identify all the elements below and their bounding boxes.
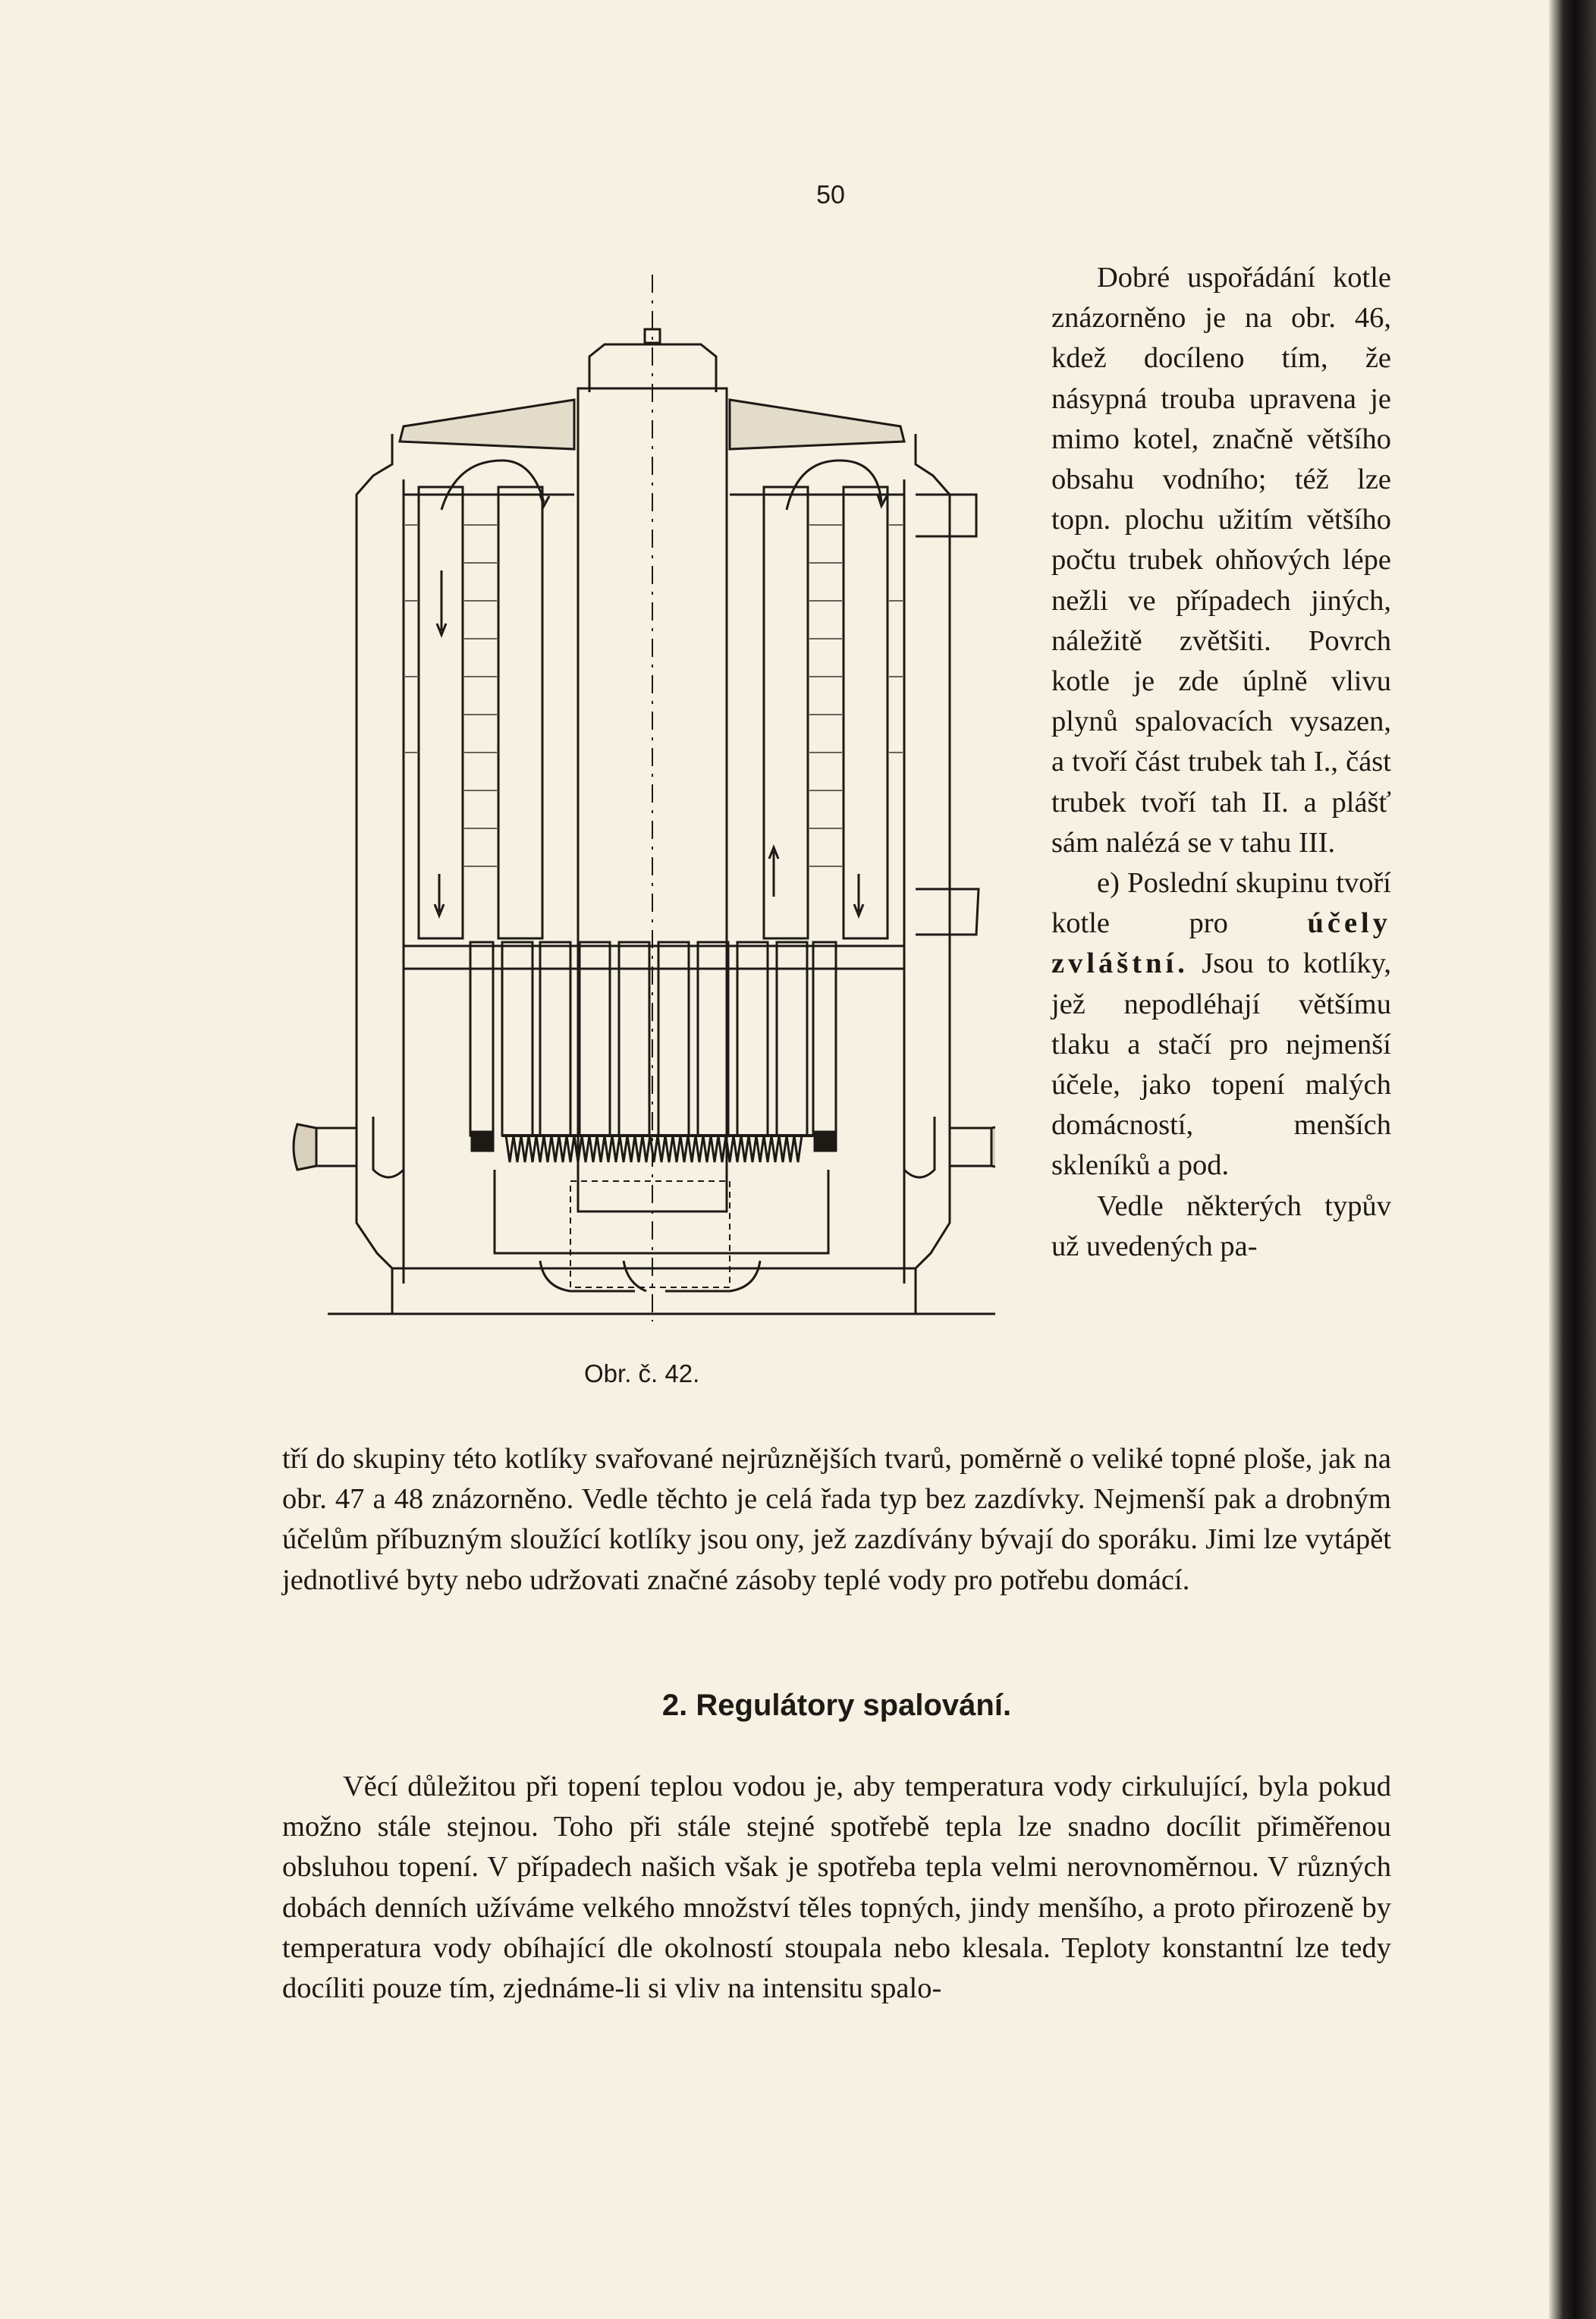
side-column-text [1051,258,1391,1267]
figure-42 [282,275,995,1321]
body-paragraph: tří do skupiny této kotlíky svařované nejrůznějších tvarů, poměrně o veliké topné ploše, jak na obr. 47 a 48 znázorněno. Vedle těchto je celá řada typ bez zazdívky. Nejmenší pak a drobným účelům příbuzným sloužící kotlíky jsou ony, jež zazdívány bývají do sporáku. Jimi lze vytápět jednotlivé byty nebo udržovati značné zásoby teplé vody pro potřebu domácí. [282,1443,1391,1596]
book-binding [1549,0,1596,2319]
side-paragraph-2-start: e) Poslední skupinu tvoří kotle pro [1051,867,1391,940]
side-paragraph-1: Dobré uspořádání kotle znázorněno je na obr. 46, kdež docíleno tím, že násypná trouba upravena je mimo kotel, značně většího obsahu vodního; též lze topn. plochu užitím většího počtu trubek ohňových lépe nežli ve případech jiných, náležitě zvětšiti. Povrch kotle je zde úplně vlivu plynů spalovacích vysazen, a tvoří část trubek tah I., část trubek tvoří tah II. a plášť sám nalézá se v tahu III. [1051,262,1391,859]
side-paragraph-2 [1051,863,1391,1186]
boiler-cross-section-icon [282,275,995,1321]
page-number: 50 [816,181,845,209]
emphasized-phrase: účely zvláštní. [1051,907,1391,980]
section-heading: 2. Regulátory spalování. [661,1689,1012,1722]
side-paragraph-2-end: Jsou to kotlíky, jež nepodléhají většímu tlaku a stačí pro nejmenší účele, jako topení malých domácností, menších skleníků a pod. [1051,947,1391,1182]
section-paragraph: Věcí důležitou při topení teplou vodou je, aby temperatura vody cirkulující, byla pokud možno stále stejnou. Toho při stále stejné spotřebě tepla lze snadno docílit přiměřenou obsluhou topení. V případech našich však je spotřeba tepla velmi nerovnoměrnou. V různých dobách denních užíváme velkého množství těles topných, jindy menšího, a proto přirozeně by temperatura vody obíhající dle okolností stoupala nebo klesala. Teploty konstantní lze tedy docíliti pouze tím, zjednáme-li si vliv na intensitu spalo- [282,1771,1391,2005]
side-paragraph-3: Vedle některých typův už uvedených pa- [1051,1189,1391,1262]
figure-caption: Obr. č. 42. [584,1359,700,1387]
